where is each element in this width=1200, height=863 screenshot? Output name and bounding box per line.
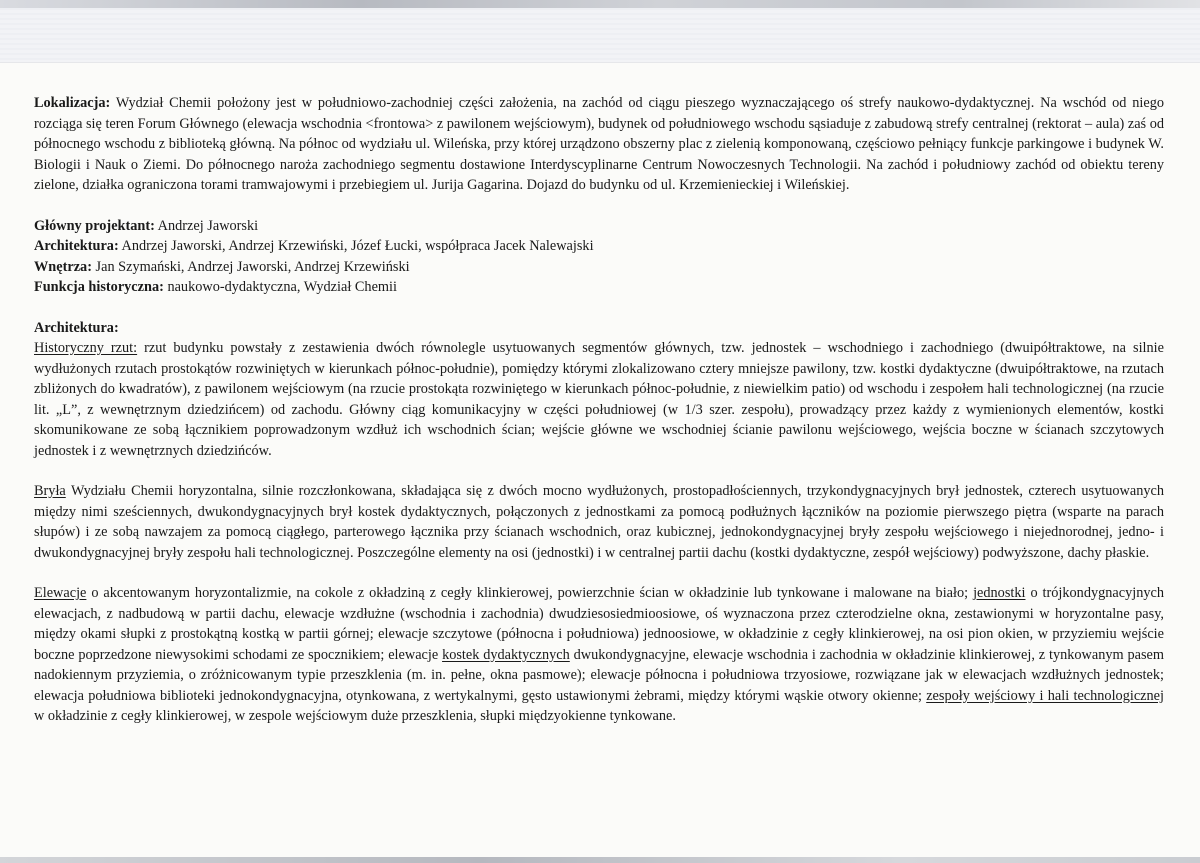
credit-label: Funkcja historyczna: <box>34 279 164 295</box>
rzut-text: rzut budynku powstały z zestawienia dwóch równolegle usytuowanych segmentów głównych, tzw. jednostek – wschodniego i zachodniego (dwuipółtraktowe, na silnie wydłużonych rzutach prostokątów rozwiniętych w kierunkach północ-południe), pomiędzy którymi zlokalizowano cztery mniejsze pawilony, tzw. kostki dydaktyczne (dwuipółtraktowe, na rzutach zbliżonych do kwadratów), z pawilonem wejściowym (na rzucie prostokąta rozwiniętego w kierunkach północ-południe, z niewielkim patio) od wschodu i zespołem hali technologicznej (na rzucie lit. „L”, z wewnętrznym dziedzińcem) od zachodu. Główny ciąg komunikacyjny w części południowej (w 1/3 szer. zespołu), prowadzący przez każdy z wymienionych elementów, kostki skomunikowane ze sobą łącznikiem poprowadzonym wzdłuż ich wschodnich ścian; wejście główne we wschodniej ścianie pawilonu wejściowego, wejścia boczne w ścianach szczytowych jednostek i z wewnętrznych dziedzińców. <box>34 340 1164 459</box>
elewacje-label: Elewacje <box>34 585 87 601</box>
credit-label: Wnętrza: <box>34 258 92 275</box>
credit-value: Jan Szymański, Andrzej Jaworski, Andrzej Krzewiński <box>95 258 410 275</box>
elewacje-text-4: w okładzinie z cegły klinkierowej, w zespole wejściowym duże przeszklenia, słupki międzyokienne tynkowane. <box>34 708 676 724</box>
credit-historical-function <box>34 277 1164 298</box>
jednostki-term: jednostki <box>973 585 1026 601</box>
credit-label: Główny projektant: <box>34 217 155 234</box>
credit-value: Andrzej Jaworski <box>157 217 259 234</box>
lokalizacja-paragraph <box>34 93 1164 196</box>
architektura-heading: Architektura: <box>34 319 119 336</box>
kostek-term: kostek dydaktycznych <box>442 646 570 663</box>
zespoly-term: zespoły wejściowy i hali technologicznej <box>926 687 1164 704</box>
credit-interiors <box>34 257 1164 278</box>
credit-main-designer <box>34 216 1164 237</box>
elewacje-paragraph <box>34 583 1164 727</box>
elewacje-text-3: dwukondygnacyjne, elewacje wschodnia i zachodnia w okładzinie klinkierowej, z tynkowanym pasem nadokiennym przyziemia, o zróżnicowanym typie przeszklenia (m. in. pełne, okna pasmowe); elewacje północna i południowa trzyosiowe, rozwiązane jak w elewacjach wzdłużnych jednostek; elewacja południowa biblioteki jednokondygnacyjna, otynkowana, z wertykalnymi, gęsto ustawionymi żebrami, między którymi wąskie otwory okienne; <box>34 646 1165 704</box>
scan-header-band <box>0 0 1200 63</box>
credit-architecture <box>34 236 1164 257</box>
document-body <box>34 93 1164 727</box>
credit-value: Andrzej Jaworski, Andrzej Krzewiński, Józef Łucki, współpraca Jacek Nalewajski <box>121 238 594 254</box>
bryla-text: Wydziału Chemii horyzontalna, silnie rozczłonkowana, składająca się z dwóch mocno wydłużonych, prostopadłościennych, trzykondygnacyjnych brył jednostek, czterech usytuowanych między nimi sześciennych, dwukondygnacyjnych brył kostek dydaktycznych, połączonych z jednostkami za pomocą podłużnych łączników na poziomie pierwszego piętra (wsparte na parach słupów) i ze sobą nawzajem za pomocą ciągłego, parterowego łącznika przy ścianach wschodnich, oraz kubicznej, jednokondygnacyjnej bryły zespołu wejściowego i niejednorodnej, jedno- i dwukondygnacyjnej bryły zespołu hali technologicznej. Poszczególne elementy na osi (jednostki) i w centralnej partii dachu (kostki dydaktyczne, zespół wejściowy) podwyższone, dachy płaskie. <box>34 483 1164 561</box>
bryla-label: Bryła <box>34 483 66 499</box>
scan-bottom-edge <box>0 857 1200 863</box>
elewacje-text-1: o akcentowanym horyzontalizmie, na cokole z okładziną z cegły klinkierowej, powierzchnie ścian w okładzinie lub tynkowane i malowane na biało; <box>91 585 969 601</box>
rzut-paragraph <box>34 338 1164 461</box>
credit-label: Architektura: <box>34 238 119 254</box>
bryla-paragraph <box>34 481 1164 563</box>
lokalizacja-label: Lokalizacja: <box>34 95 111 111</box>
rzut-label: Historyczny rzut: <box>34 340 138 356</box>
scan-top-edge <box>0 0 1200 8</box>
lokalizacja-text: Wydział Chemii położony jest w południowo-zachodniej części założenia, na zachód od ciągu pieszego wyznaczającego oś strefy naukowo-dydaktycznej. Na wschód od niego rozciąga się teren Forum Głównego (elewacja wschodnia <frontowa> z pawilonem wejściowym), budynek od południowego wschodu sąsiaduje z zabudową strefy centralnej (rektorat – aula) zaś od północnego wschodu z biblioteką główną. Na północ od wydziału ul. Wileńska, przy której urządzono obszerny plac z zielenią komponowaną, częściowo pełniący funkcje parkingowe i budynek W. Biologii i Nauk o Ziemi. Do północnego naroża zachodniego segmentu dostawione Interdyscyplinarne Centrum Nowoczesnych Technologii. Na zachód i południowy zachód od obiektu tereny zielone, działka ograniczona torami tramwajowymi i przebiegiem ul. Jurija Gagarina. Dojazd do budynku od ul. Krzemienieckiej i Wileńskiej. <box>34 95 1164 193</box>
credits-block <box>34 216 1164 298</box>
elewacje-text-2: o trójkondygnacyjnych elewacjach, z nadbudową w partii dachu, elewacje wzdłużne (wschodnia i zachodnia) dwudziesosiedmioosiowe, oś wyznaczona przez czterodzielne okna, zestawionymi w horyzontalne pasy, między okami słupki z prostokątną kostką w partii górnej; elewacje szczytowe (północna i południowa) jednoosiowe, w okładzinie z cegły klinkierowej, na osi pion okien, w przyziemiu wejście boczne poprzedzone niewysokimi schodami ze spocznikiem; elewacje <box>34 585 1165 663</box>
credit-value: naukowo-dydaktyczna, Wydział Chemii <box>167 279 397 295</box>
